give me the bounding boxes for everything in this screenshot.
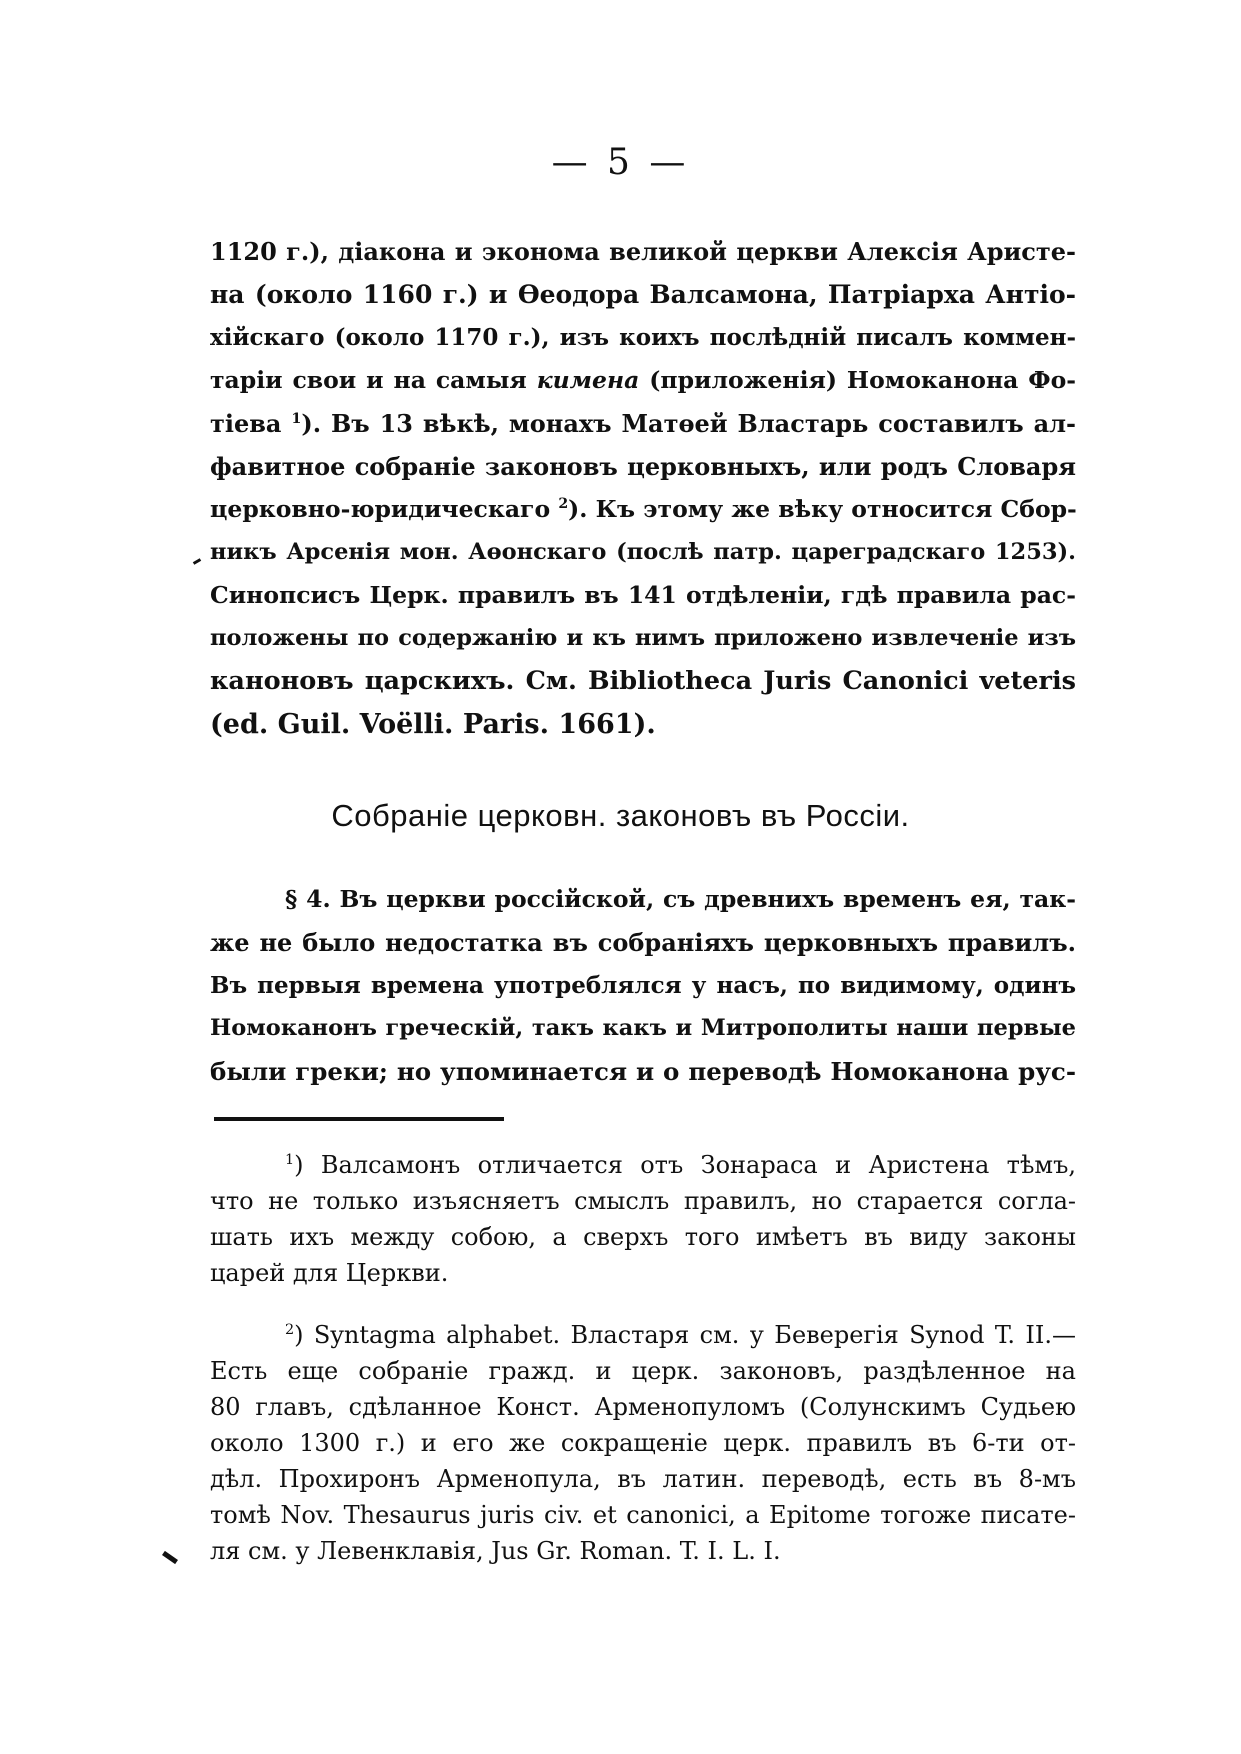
paragraph-2-line-4: Номоканонъ греческій, такъ какъ и Митрополиты наши первые [210,1015,1076,1041]
paragraph-2-line-1: § 4. Въ церкви россійской, съ древнихъ временъ ея, так- [285,885,1076,913]
footnote-ref-2: 2 [558,496,569,513]
footnote-2-line-2: Есть еще собраніе гражд. и церк. законовъ, раздѣленное на [210,1357,1076,1385]
footnote-1-line-1-text: ) Валсамонъ отличается отъ Зонараса и Аристена тѣмъ, [294,1151,1076,1179]
footnote-1-line-2: что не только изъясняетъ смыслъ правилъ, но старается согла- [210,1187,1076,1215]
paragraph-1-line-5 [210,402,1076,445]
paragraph-1-line-3: хійскаго (около 1170 г.), изъ коихъ послѣдній писалъ коммен- [210,324,1076,351]
footnote-1-line-3: шать ихъ между собою, а сверхъ того имѣетъ въ виду законы [210,1223,1076,1251]
paragraph-1-line-8: никъ Арсенія мон. Аөонскаго (послѣ патр. цареградскаго 1253). [210,539,1076,565]
paragraph-1-line-4-text: таріи свои и на самыя [210,366,527,394]
footnote-2 [210,1317,1076,1569]
paragraph-1-line-7-word: церковно-юридическаго [210,495,551,523]
footnote-1-marker: 1 [285,1152,295,1168]
paragraph-1-line-4-rest: (приложенія) Номоканона Фо- [649,366,1077,394]
footnote-1-line-1 [210,1147,1076,1183]
paragraph-1-line-7-rest: ). Къ этому же вѣку относится Сбор- [568,495,1077,523]
margin-mark-bottom [162,1551,178,1564]
footnote-2-line-7: ля см. у Левенклавія, Jus Gr. Roman. T. I. L. I. [210,1537,781,1565]
paragraph-2-line-3: Въ первыя времена употреблялся у насъ, по видимому, одинъ [210,972,1076,999]
footnote-ref-1: 1 [291,410,302,427]
paragraph-1-line-10: положены по содержанію и къ нимъ приложено извлеченіе изъ [210,625,1076,651]
footnote-2-line-1-text: ) Syntagma alphabet. Властаря см. у Беверегія Synod T. II.— [294,1321,1076,1349]
paragraph-2 [210,878,1076,1093]
paragraph-1-line-5-word: тіева [210,409,282,438]
paragraph-1-line-4 [210,359,1076,402]
paragraph-1-line-9: Синопсисъ Церк. правилъ въ 141 отдѣленіи, гдѣ правила рас- [210,581,1076,609]
paragraph-2-line-2: же не было недостатка въ собраніяхъ церковныхъ правилъ. [210,928,1076,957]
footnote-2-line-6: томѣ Nov. Thesaurus juris civ. et canonici, а Epitome тогоже писате- [210,1501,1076,1529]
section-heading: Собраніе церковн. законовъ въ Россіи. [331,798,910,833]
paragraph-1 [210,230,1076,746]
paragraph-1-line-7 [210,488,1076,531]
paragraph-1-line-11: каноновъ царскихъ. См. Bibliotheca Juris Canonici veteris [210,666,1076,696]
paragraph-1-line-5-rest: ). Въ 13 вѣкѣ, монахъ Матөей Властарь составилъ ал- [301,409,1077,438]
footnote-2-line-1 [210,1317,1076,1353]
footnote-2-marker: 2 [285,1322,295,1338]
emphasis-kimena: кимена [536,366,640,394]
margin-mark-top [193,558,201,565]
footnote-1-line-4: царей для Церкви. [210,1259,449,1287]
footnote-2-line-3: 80 главъ, сдѣланное Конст. Арменопуломъ (Солунскимъ Судьею [210,1393,1076,1421]
paragraph-1-line-1: 1120 г.), діакона и эконома великой церкви Алексія Аристе- [210,237,1076,266]
footnote-1 [210,1147,1076,1291]
page-number: — 5 — [551,142,690,183]
paragraph-1-line-6: фавитное собраніе законовъ церковныхъ, или родъ Словаря [210,452,1076,481]
paragraph-2-line-5: были греки; но упоминается и о переводѣ Номоканона рус- [210,1057,1076,1086]
footnote-separator [214,1117,504,1121]
paragraph-1-line-2: на (около 1160 г.) и Өеодора Валсамона, Патріарха Антіо- [210,280,1076,309]
paragraph-1-line-12: (ed. Guil. Voëlli. Paris. 1661). [210,709,656,740]
footnote-2-line-4: около 1300 г.) и его же сокращеніе церк. правилъ въ 6-ти от- [210,1429,1076,1457]
footnote-2-line-5: дѣл. Прохиронъ Арменопула, въ латин. переводѣ, есть въ 8-мъ [210,1465,1076,1493]
